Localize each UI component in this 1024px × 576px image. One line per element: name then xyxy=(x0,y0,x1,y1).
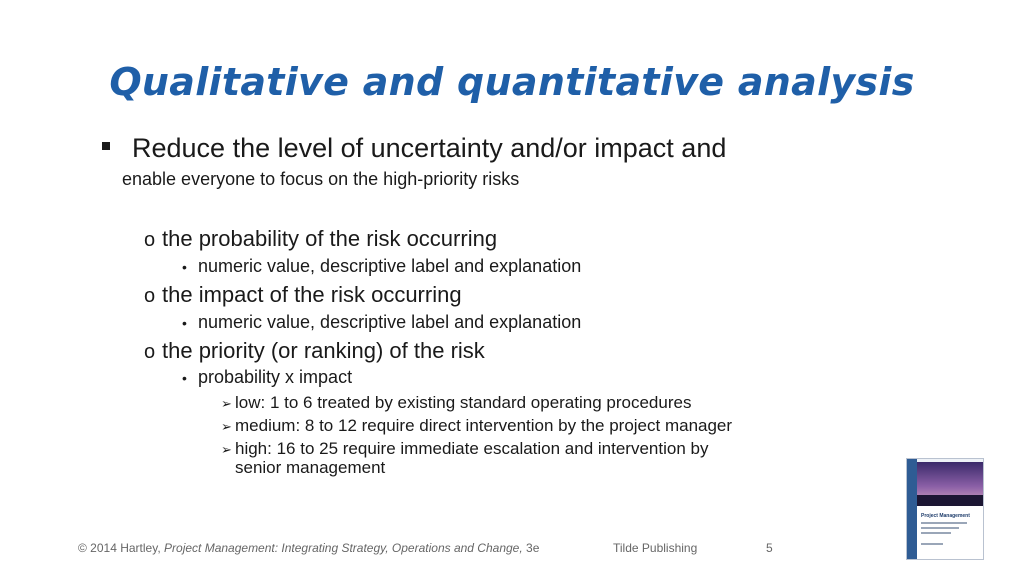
priority-level-high: ➢ high: 16 to 25 require immediate escalation and intervention by xyxy=(221,439,709,458)
main-bullet-line-1: Reduce the level of uncertainty and/or impact and xyxy=(132,133,727,163)
book-cover-line xyxy=(921,527,959,529)
sub-item-impact: • numeric value, descriptive label and explanation xyxy=(182,312,582,332)
book-cover-line xyxy=(921,522,967,524)
list-item-impact: o the impact of the risk occurring xyxy=(144,282,462,307)
arrow-bullet-icon: ➢ xyxy=(221,442,232,457)
slide-title: Qualitative and quantitative analysis xyxy=(109,60,915,104)
sub-item-priority: • probability x impact xyxy=(182,367,353,387)
square-bullet-icon xyxy=(102,142,110,150)
book-cover-line xyxy=(921,532,951,534)
list-item-probability: o the probability of the risk occurring xyxy=(144,226,498,251)
book-spine-strip xyxy=(907,459,917,559)
arrow-bullet-icon: ➢ xyxy=(221,396,232,411)
footer-book-title: Project Management: Integrating Strategy, Operations and Change, xyxy=(164,541,523,555)
list-item-priority: o the priority (or ranking) of the risk xyxy=(144,338,485,363)
arrow-bullet-icon: ➢ xyxy=(221,419,232,434)
footer-publisher: Tilde Publishing xyxy=(613,541,698,555)
priority-level-low: ➢ low: 1 to 6 treated by existing standard operating procedures xyxy=(221,393,692,412)
footer-citation xyxy=(78,541,539,555)
priority-level-high-continuation: senior management xyxy=(235,458,386,477)
main-bullet-line-2: enable everyone to focus on the high-priority risks xyxy=(122,169,520,189)
priority-level-medium: ➢ medium: 8 to 12 require direct intervention by the project manager xyxy=(221,416,733,435)
dot-bullet-icon: • xyxy=(182,259,187,275)
dot-bullet-icon: • xyxy=(182,370,187,386)
book-cover-image xyxy=(906,458,984,560)
circle-bullet-icon: o xyxy=(144,229,156,251)
circle-bullet-icon: o xyxy=(144,341,156,363)
book-cover-silhouette xyxy=(917,495,983,506)
footer-edition: 3e xyxy=(526,541,540,555)
book-cover-line xyxy=(921,543,943,545)
footer-copyright: © 2014 Hartley, xyxy=(78,541,161,555)
book-cover-title: Project Management xyxy=(921,513,970,519)
main-bullet xyxy=(102,133,902,195)
page-number: 5 xyxy=(766,541,773,555)
circle-bullet-icon: o xyxy=(144,285,156,307)
sub-item-probability: • numeric value, descriptive label and explanation xyxy=(182,256,582,276)
dot-bullet-icon: • xyxy=(182,315,187,331)
